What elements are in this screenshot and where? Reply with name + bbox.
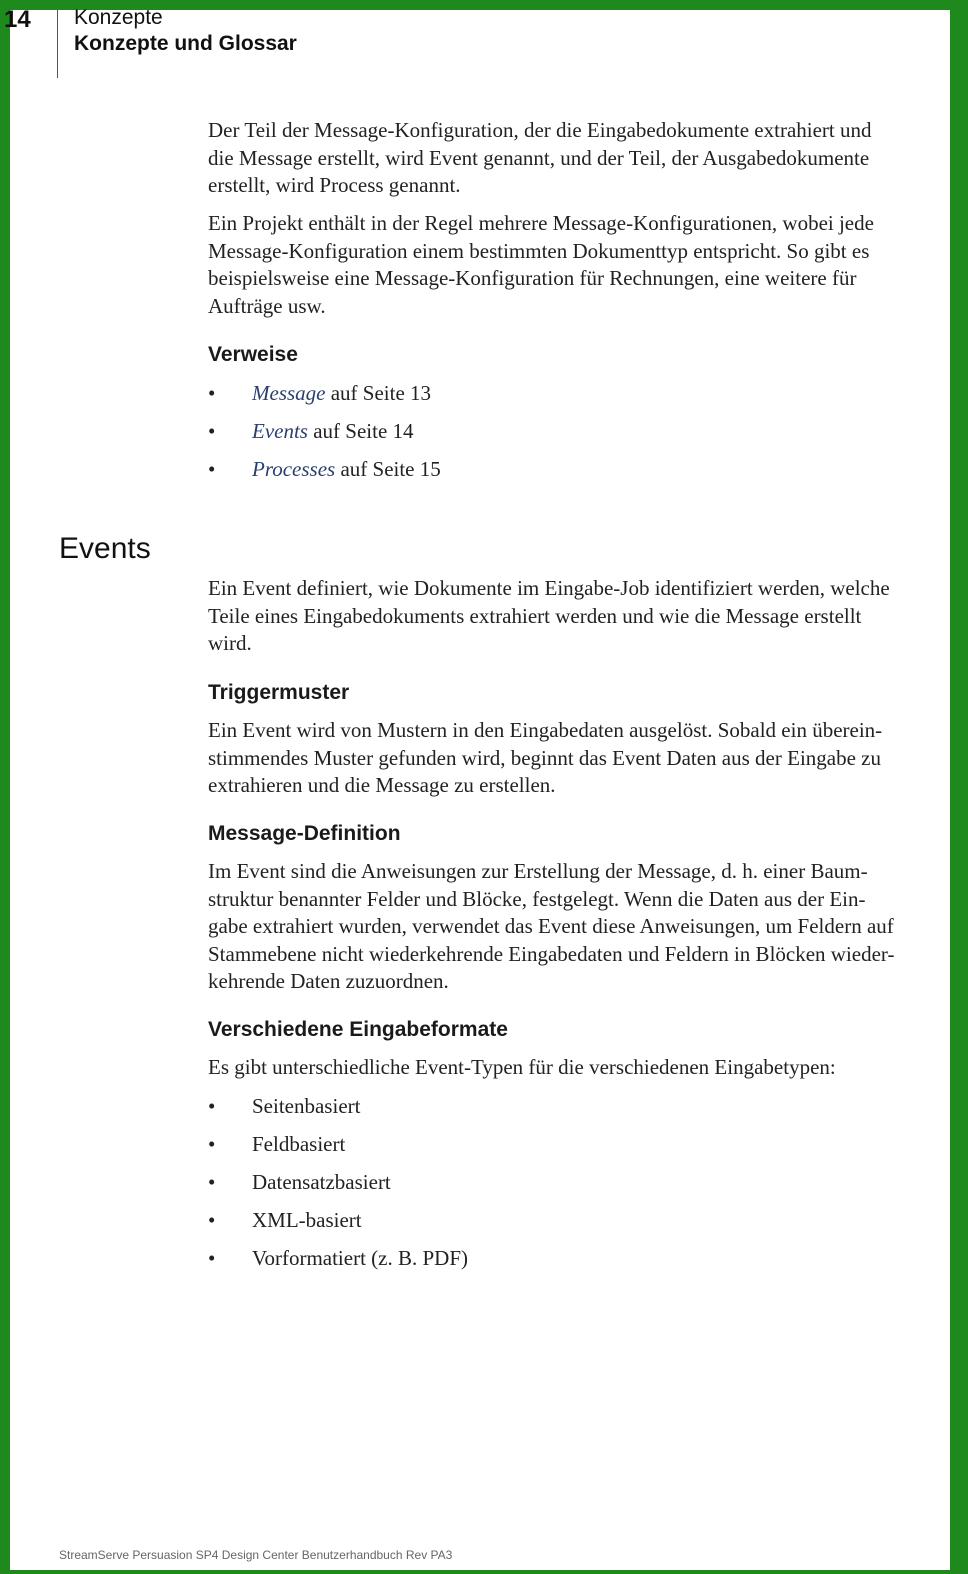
text-line: extrahieren und die Message zu erstellen. [208, 773, 556, 797]
header-divider [57, 10, 58, 78]
bullet-icon: • [208, 1132, 216, 1156]
page-footer: StreamServe Persuasion SP4 Design Center Benutzerhandbuch Rev PA3 [59, 1548, 453, 1562]
text-line: Stammebene nicht wiederkehrende Eingabedaten und Feldern in Blöcken wieder- [208, 941, 895, 966]
list-item-label: XML-basiert [252, 1208, 362, 1232]
link-processes[interactable]: Processes [252, 457, 336, 481]
bullet-icon: • [208, 457, 216, 481]
text-line: Ein Event definiert, wie Dokumente im Eingabe-Job identifiziert werden, welche [208, 576, 890, 600]
text-line: wird. [208, 631, 252, 655]
page-reference: auf Seite 14 [307, 419, 414, 443]
page-reference: auf Seite 13 [325, 381, 432, 405]
page-number: 14 [4, 6, 31, 33]
text-line: Im Event sind die Anweisungen zur Erstellung der Message, d. h. einer Baum- [208, 859, 868, 883]
eingabeformate-heading: Verschiedene Eingabeformate [208, 1018, 508, 1041]
text-line: stimmendes Muster gefunden wird, beginnt das Event Daten aus der Eingabe zu [208, 745, 881, 770]
triggermuster-paragraph [208, 717, 968, 800]
list-item-label: Datensatzbasiert [252, 1170, 391, 1194]
text-line: Ein Event wird von Mustern in den Eingabedaten ausgelöst. Sobald ein überein- [208, 718, 883, 742]
message-definition-heading: Message-Definition [208, 822, 401, 845]
section-title-events: Events [59, 532, 151, 565]
bullet-icon: • [208, 1170, 216, 1194]
text-line: beispielsweise eine Message-Konfiguration für Rechnungen, eine weitere für [208, 266, 857, 290]
text-line: Aufträge usw. [208, 293, 326, 318]
text-line: erstellt, wird Process genannt. [208, 173, 461, 197]
intro-paragraph-1 [208, 117, 968, 200]
document-page [4, 6, 950, 1570]
text-line: Es gibt unterschiedliche Event-Typen für die verschiedenen Eingabetypen: [208, 1055, 836, 1079]
text-line: die Message erstellt, wird Event genannt, und der Teil, der Ausgabedokumente [208, 145, 870, 170]
bullet-icon: • [208, 381, 216, 405]
bullet-icon: • [208, 1094, 216, 1118]
page-reference: auf Seite 15 [335, 457, 441, 481]
events-intro [208, 575, 968, 658]
list-item-label: Vorformatiert (z. B. PDF) [252, 1246, 468, 1270]
header-section: Konzepte und Glossar [74, 32, 297, 55]
text-line: Teile eines Eingabedokuments extrahiert werden und wie die Message erstellt [208, 603, 862, 628]
list-item-label: Feldbasiert [252, 1132, 346, 1156]
header-chapter: Konzepte [74, 6, 163, 29]
text-line: Message-Konfiguration einem bestimmten Dokumenttyp entspricht. So gibt es [208, 238, 870, 263]
list-item-label: Seitenbasiert [252, 1094, 361, 1118]
bullet-icon: • [208, 1246, 216, 1270]
text-line: kehrende Daten zuzuordnen. [208, 969, 449, 993]
triggermuster-heading: Triggermuster [208, 681, 350, 704]
link-message[interactable]: Message [252, 381, 326, 405]
eingabeformate-intro [208, 1054, 968, 1082]
text-line: gabe extrahiert wurden, verwendet das Event diese Anweisungen, um Feldern auf [208, 914, 894, 938]
text-line: struktur benannter Felder und Blöcke, festgelegt. Wenn die Daten aus der Ein- [208, 886, 866, 911]
verweise-heading: Verweise [208, 343, 298, 366]
text-line: Ein Projekt enthält in der Regel mehrere Message-Konfigurationen, wobei jede [208, 211, 874, 235]
bullet-icon: • [208, 1208, 216, 1232]
bullet-icon: • [208, 419, 216, 443]
link-events[interactable]: Events [252, 419, 308, 443]
text-line: Der Teil der Message-Konfiguration, der die Eingabedokumente extrahiert und [208, 118, 872, 142]
intro-paragraph-2 [208, 210, 968, 320]
message-definition-paragraph [208, 858, 968, 996]
